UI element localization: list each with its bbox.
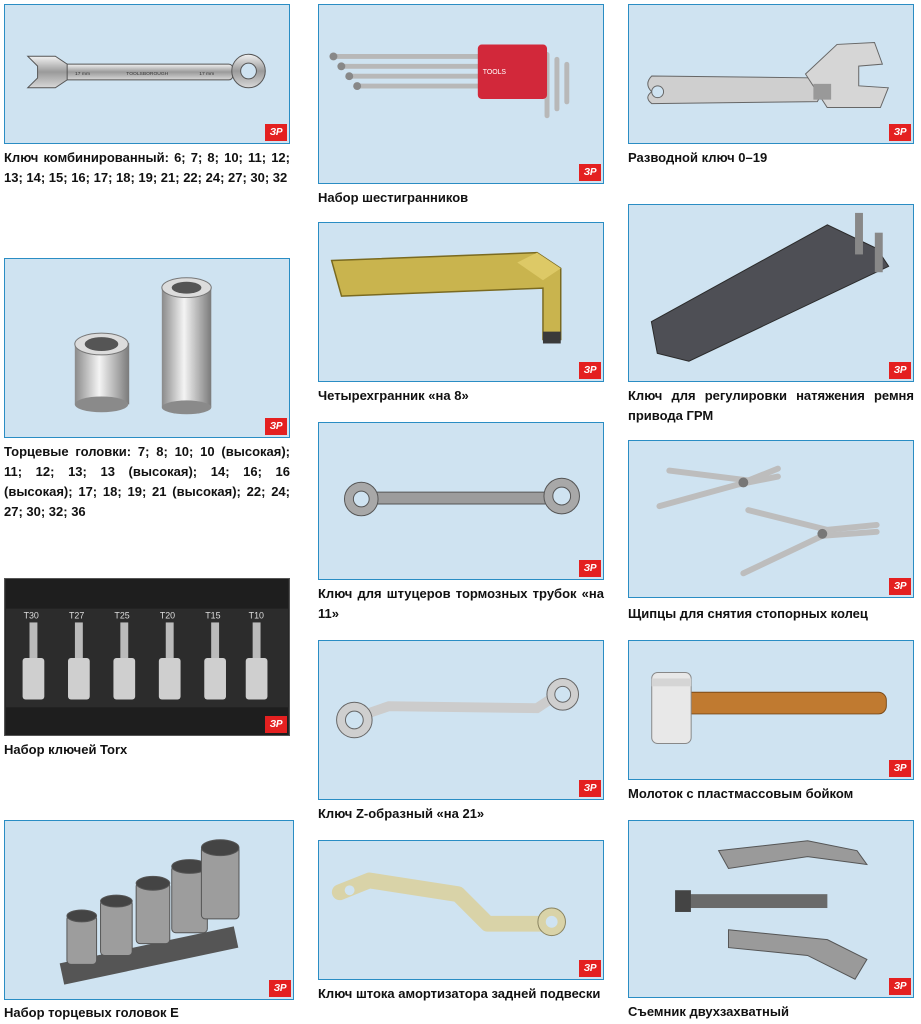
caption-square-key: Четырехгранник «на 8» — [318, 388, 469, 403]
torx-bit-icon — [5, 579, 289, 735]
sockets-image — [4, 258, 290, 438]
wrench-engraving-left: 17 mm — [75, 71, 91, 77]
shock-absorber-wrench-icon — [319, 841, 603, 979]
badge: ЗР — [579, 164, 601, 181]
socket-icon — [5, 259, 289, 437]
hex-key-icon — [319, 5, 603, 183]
badge: ЗР — [269, 980, 291, 997]
circlip-pliers-icon — [629, 441, 913, 597]
caption-adjustable-wrench: Разводной ключ 0–19 — [628, 150, 768, 165]
caption-combination-wrench: Ключ комбинированный: 6; 7; 8; 10; 11; 12; 13; 14; 15; 16; 17; 18; 19; 21; 22; 24; 27; 30; 32 — [4, 150, 290, 185]
adjustable-wrench-icon — [629, 5, 913, 143]
caption-brake-line-wrench: Ключ для штуцеров тормозных трубок «на 11» — [318, 586, 604, 621]
shock-rod-wrench-image — [318, 840, 604, 980]
gear-puller-icon — [629, 821, 913, 997]
caption-e-socket-set: Набор торцевых головок E — [4, 1005, 179, 1020]
torx-label-4: T20 — [159, 610, 176, 621]
caption-hex-key-set: Набор шестигранников — [318, 190, 469, 205]
puller-image — [628, 820, 914, 998]
torx-label-1: T30 — [23, 610, 39, 621]
badge: ЗР — [265, 418, 287, 435]
square-key-image — [318, 222, 604, 382]
combination-wrench-image — [4, 4, 290, 144]
adjustable-wrench-image — [628, 4, 914, 144]
wrench-engraving-brand: TOOLSBOROUGH — [126, 71, 169, 77]
z-wrench-image — [318, 640, 604, 800]
brake-line-wrench-image — [318, 422, 604, 580]
combination-wrench-icon — [5, 5, 289, 143]
caption-mallet: Молоток с пластмассовым бойком — [628, 786, 854, 801]
hammer-icon — [629, 641, 913, 779]
hex-key-set-image — [318, 4, 604, 184]
badge: ЗР — [579, 362, 601, 379]
torx-label-2: T27 — [69, 610, 85, 621]
torx-label-5: T15 — [205, 610, 221, 621]
badge: ЗР — [889, 124, 911, 141]
e-socket-set-image — [4, 820, 294, 1000]
torx-label-3: T25 — [114, 610, 130, 621]
caption-z-wrench: Ключ Z-образный «на 21» — [318, 806, 485, 821]
timing-belt-key-image — [628, 204, 914, 382]
badge: ЗР — [579, 780, 601, 797]
caption-timing-belt-key: Ключ для регулировки натяжения ремня привода ГРМ — [628, 388, 914, 423]
badge: ЗР — [265, 124, 287, 141]
e-socket-icon — [5, 821, 293, 999]
mallet-image — [628, 640, 914, 780]
badge: ЗР — [889, 978, 911, 995]
badge: ЗР — [889, 578, 911, 595]
badge: ЗР — [889, 362, 911, 379]
badge: ЗР — [579, 560, 601, 577]
caption-sockets: Торцевые головки: 7; 8; 10; 10 (высокая); 11; 12; 13; 13 (высокая); 14; 16; 16 (высокая); 17; 18; 19; 21 (высокая); 22; 24; 27; 30; 32; 36 — [4, 444, 290, 519]
torx-label-6: T10 — [248, 610, 264, 621]
caption-circlip-pliers: Щипцы для снятия стопорных колец — [628, 606, 868, 621]
caption-shock-rod-wrench: Ключ штока амортизатора задней подвески — [318, 986, 601, 1001]
badge: ЗР — [889, 760, 911, 777]
torx-set-image — [4, 578, 290, 736]
badge: ЗР — [579, 960, 601, 977]
flare-nut-wrench-icon — [319, 423, 603, 579]
caption-puller: Съемник двухзахватный — [628, 1004, 789, 1019]
wrench-engraving-right: 17 mm — [199, 71, 215, 77]
belt-tension-key-icon — [629, 205, 913, 381]
hex-set-brand: TOOLS — [482, 69, 507, 77]
square-key-icon — [319, 223, 603, 381]
caption-torx-set: Набор ключей Torx — [4, 742, 128, 757]
circlip-pliers-image — [628, 440, 914, 598]
z-wrench-icon — [319, 641, 603, 799]
badge: ЗР — [265, 716, 287, 733]
